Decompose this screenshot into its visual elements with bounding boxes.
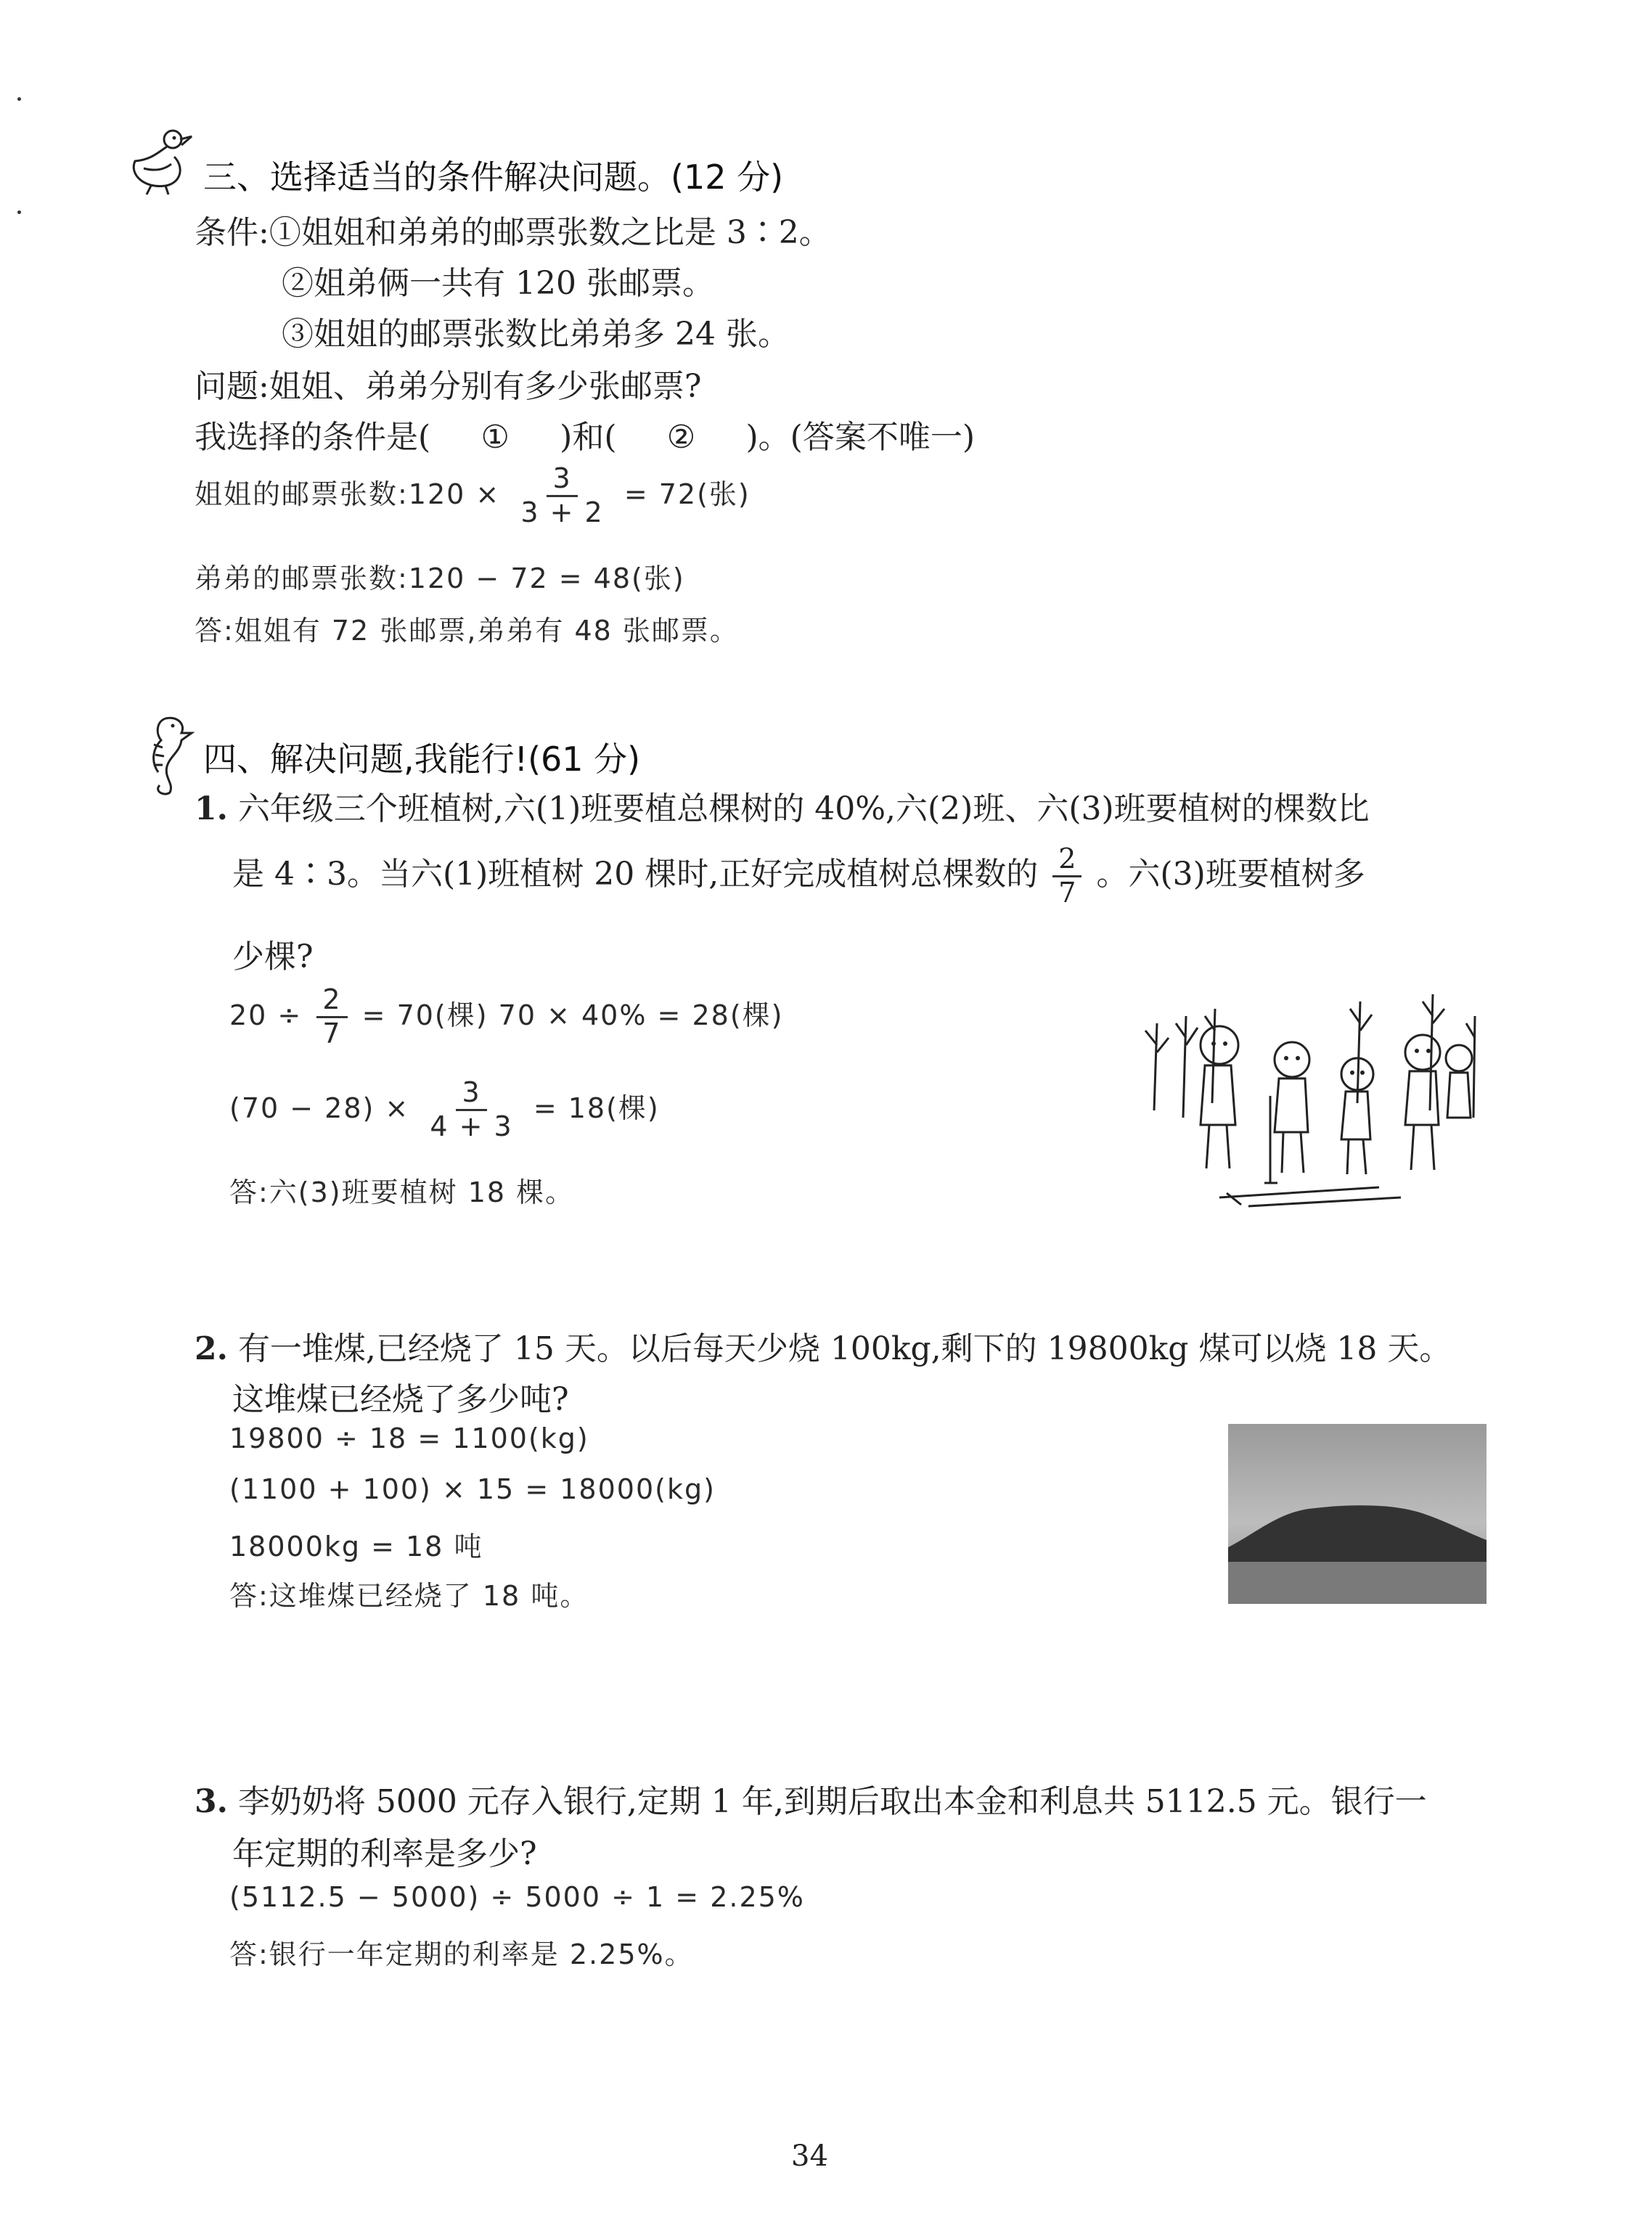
fraction (424, 1078, 518, 1142)
duck-icon (122, 123, 195, 196)
coal-pile-photo (1228, 1424, 1487, 1604)
section3-calc-2: 弟弟的邮票张数:120 − 72 = 48(张) (195, 562, 685, 594)
choice-prefix: 我选择的条件是( (195, 419, 431, 456)
q1-answer: 答:六(3)班要植树 18 棵。 (229, 1176, 575, 1208)
q1-text-2a: 是 4∶3。当六(1)班植树 20 棵时,正好完成植树总棵数的 (232, 855, 1039, 893)
condition-prefix: 条件: (195, 214, 269, 251)
question-number: 1. (195, 790, 228, 827)
q2-answer: 答:这堆煤已经烧了 18 吨。 (229, 1580, 589, 1612)
condition-1: ①姐姐和弟弟的邮票张数之比是 3∶2。 (269, 214, 831, 251)
section3-answer: 答:姐姐有 72 张邮票,弟弟有 48 张邮票。 (195, 615, 739, 647)
page-number: 34 (791, 2139, 828, 2173)
q1-line-2 (232, 845, 1365, 908)
choice-answer-b: ② (666, 419, 696, 456)
coal-pile-shape (1228, 1424, 1487, 1604)
choice-middle: )和( (560, 419, 617, 456)
q3-line-1 (195, 1775, 1427, 1822)
q1-text-1: 六年级三个班植树,六(1)班要植总棵树的 40%,六(2)班、六(3)班要植树的棵数比 (237, 790, 1370, 827)
choice-line (195, 411, 975, 457)
q3-answer: 答:银行一年定期的利率是 2.25%。 (229, 1938, 694, 1970)
condition-2: ②姐弟俩一共有 120 张邮票。 (282, 265, 714, 302)
scan-speck (17, 97, 21, 101)
question-number: 3. (195, 1783, 228, 1820)
calc-result: = 72(张) (623, 478, 751, 510)
calc-pre: (70 − 28) × (229, 1092, 410, 1124)
calc-label: 姐姐的邮票张数:120 × (195, 478, 501, 510)
scan-speck (17, 210, 21, 214)
q1-line-3: 少棵? (232, 938, 314, 975)
section3-question: 问题:姐姐、弟弟分别有多少张邮票? (195, 368, 702, 405)
tree-planting-illustration (1140, 980, 1488, 1212)
q1-text-2b: 。六(3)班要植树多 (1096, 855, 1365, 893)
fraction-numerator: 2 (1052, 845, 1081, 877)
seahorse-icon (129, 711, 195, 798)
q2-calc-1: 19800 ÷ 18 = 1100(kg) (229, 1422, 589, 1454)
fraction-numerator: 2 (316, 986, 347, 1018)
q3-calc: (5112.5 − 5000) ÷ 5000 ÷ 1 = 2.25% (229, 1881, 805, 1913)
condition-3: ③姐姐的邮票张数比弟弟多 24 张。 (282, 316, 790, 353)
q1-calc-2 (229, 1078, 660, 1142)
fraction (316, 983, 347, 1049)
choice-suffix: )。(答案不唯一) (745, 419, 976, 456)
section3-calc-1 (195, 464, 751, 528)
q2-calc-2: (1100 + 100) × 15 = 18000(kg) (229, 1473, 716, 1505)
q3-line-2: 年定期的利率是多少? (232, 1835, 537, 1872)
q2-line-1 (195, 1322, 1451, 1369)
condition-row-1 (195, 206, 831, 253)
choice-answer-a: ① (481, 419, 510, 456)
calc-post: = 70(棵) 70 × 40% = 28(棵) (361, 999, 784, 1031)
section4-heading: 四、解决问题,我能行!(61 分) (203, 740, 641, 779)
q1-line-1 (195, 782, 1370, 829)
fraction-denominator: 3 + 2 (520, 496, 604, 528)
fraction-denominator: 7 (322, 1017, 342, 1049)
q2-line-2: 这堆煤已经烧了多少吨? (232, 1381, 569, 1418)
q1-calc-1 (229, 983, 784, 1049)
fraction-denominator: 7 (1058, 876, 1076, 909)
calc-post: = 18(棵) (533, 1092, 660, 1124)
fraction-numerator: 3 (456, 1078, 486, 1111)
question-number: 2. (195, 1330, 228, 1367)
calc-pre: 20 ÷ (229, 999, 303, 1031)
section3-heading: 三、选择适当的条件解决问题。(12 分) (203, 157, 784, 197)
fraction-numerator: 3 (547, 464, 577, 497)
fraction (1052, 845, 1081, 908)
fraction (515, 464, 609, 528)
q2-text-1: 有一堆煤,已经烧了 15 天。以后每天少烧 100kg,剩下的 19800kg 煤可以烧 18 天。 (237, 1330, 1452, 1367)
q2-calc-3: 18000kg = 18 吨 (229, 1531, 483, 1563)
fraction-denominator: 4 + 3 (430, 1110, 513, 1142)
q3-text-1: 李奶奶将 5000 元存入银行,定期 1 年,到期后取出本金和利息共 5112.5 元。银行一 (237, 1783, 1427, 1820)
